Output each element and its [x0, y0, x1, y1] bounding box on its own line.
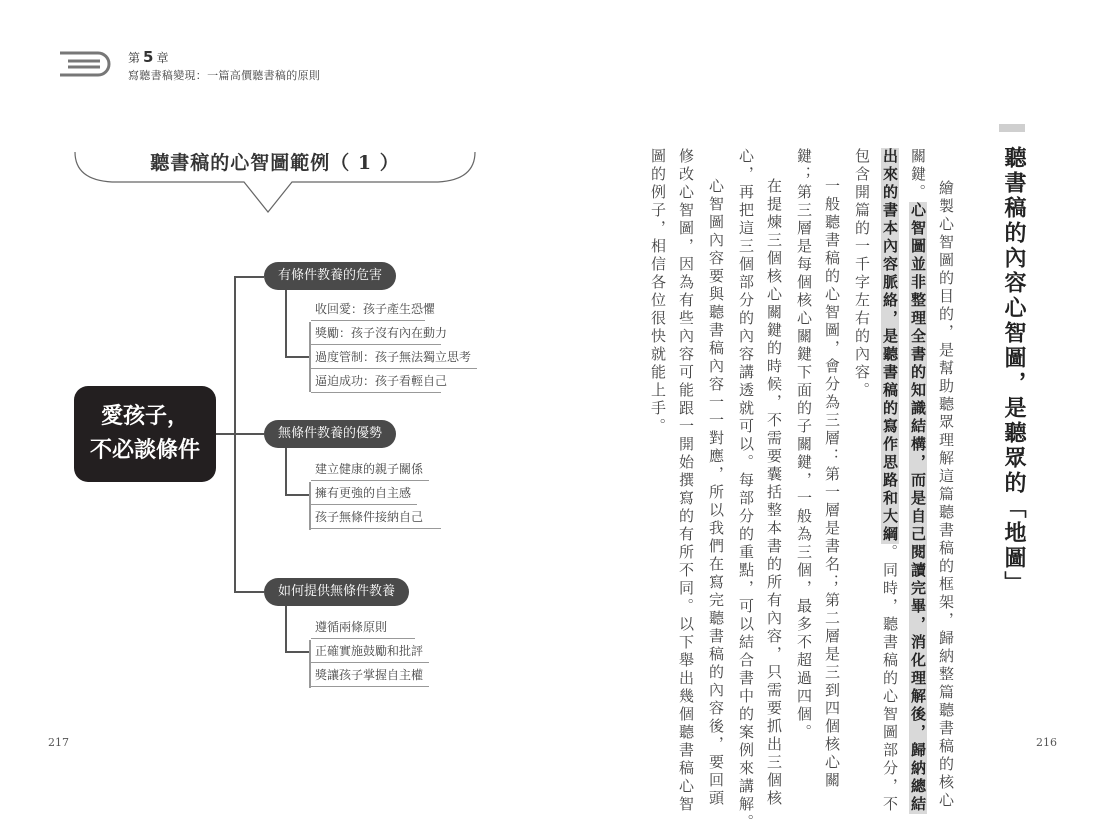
- sub-connector: [285, 651, 311, 653]
- leaf-item: 建立健康的親子關係: [311, 458, 429, 481]
- paragraph-column: 一般聽書稿的心智圖，會分為三層：第一層是書名；第二層是三到四個核心關: [823, 160, 841, 790]
- chapter-lines-icon: [58, 50, 112, 78]
- central-line-2: 不必談條件: [89, 438, 200, 463]
- leaf-item: 遵循兩條原則: [311, 616, 415, 639]
- leaf-item: 孩子無條件接納自己: [311, 506, 441, 529]
- chapter-number: 第 5 章: [128, 48, 169, 66]
- sub-connector: [285, 448, 287, 495]
- branch-node: 無條件教養的優勢: [264, 420, 396, 448]
- sub-connector: [285, 606, 287, 652]
- central-node: [74, 386, 216, 482]
- leaf-item: 正確實施鼓勵和批評: [311, 640, 429, 663]
- leaf-item: 獎勵：孩子沒有內在動力: [311, 322, 441, 345]
- paragraph-column: 心，再把這三個部分的內容講透就可以。每部分的重點，可以結合書中的案例來講解。: [737, 148, 755, 832]
- paragraph-column: 繪製心智圖的目的，是幫助聽眾理解這篇聽書稿的框架，歸納整篇聽書稿的核心: [937, 180, 955, 810]
- paragraph-column: 圖的例子，相信各位很快就能上手。: [649, 148, 667, 436]
- sub-connector: [285, 356, 311, 358]
- leaf-item: 逼迫成功：孩子看輕自己: [311, 370, 441, 393]
- sub-connector: [285, 494, 311, 496]
- paragraph-column: 修改心智圖，因為有些內容可能跟一開始撰寫的有所不同。以下舉出幾個聽書稿心智: [677, 148, 695, 814]
- paragraph-column: 鍵；第三層是每個核心關鍵下面的子關鍵，一般為三個，最多不超過四個。: [795, 148, 813, 742]
- paragraph-column: 包含開篇的一千字左右的內容。: [853, 148, 871, 400]
- highlighted-text: 出來的書本內容脈絡，是聽書稿的寫作思路和大綱: [881, 148, 899, 544]
- heading-accent-bar: [999, 124, 1025, 132]
- leaf-item: 收回愛：孩子產生恐懼: [311, 298, 425, 321]
- diagram-title: 聽書稿的心智圖範例（ 1 ）: [150, 152, 400, 174]
- page-number-right: 216: [1036, 736, 1057, 749]
- branch-node: 有條件教養的危害: [264, 262, 396, 290]
- central-connector: [216, 433, 264, 435]
- branch3-connector: [234, 591, 264, 593]
- highlighted-text: 心智圖並非整理全書的知識結構，而是自己閱讀完畢，消化理解後，歸納總結: [909, 202, 927, 814]
- central-line-1: 愛孩子，: [100, 404, 189, 429]
- leaf-item: 過度管制：孩子無法獨立思考: [311, 346, 477, 369]
- leaf-item: 擁有更強的自主感: [311, 482, 417, 505]
- paragraph-column: 在提煉三個核心關鍵的時候，不需要囊括整本書的所有內容，只需要抓出三個核: [765, 160, 783, 808]
- branch-node: 如何提供無條件教養: [264, 578, 409, 606]
- page-number-left: 217: [48, 736, 69, 749]
- branch1-connector: [234, 276, 264, 278]
- sub-connector: [285, 290, 287, 357]
- leaf-item: 獎讓孩子掌握自主權: [311, 664, 429, 687]
- paragraph-column: 關鍵。心智圖並非整理全書的知識結構，而是自己閱讀完畢，消化理解後，歸納總結: [909, 148, 927, 814]
- chapter-title: 寫聽書稿變現：一篇高價聽書稿的原則: [128, 69, 321, 82]
- section-heading: 聽書稿的內容心智圖，是聽眾的「地圖」: [1001, 146, 1026, 596]
- paragraph-column: 心智圖內容要與聽書稿內容一一對應，所以我們在寫完聽書稿的內容後，要回頭: [707, 160, 725, 808]
- paragraph-column: 出來的書本內容脈絡，是聽書稿的寫作思路和大綱。同時，聽書稿的心智圖部分，不: [881, 148, 899, 814]
